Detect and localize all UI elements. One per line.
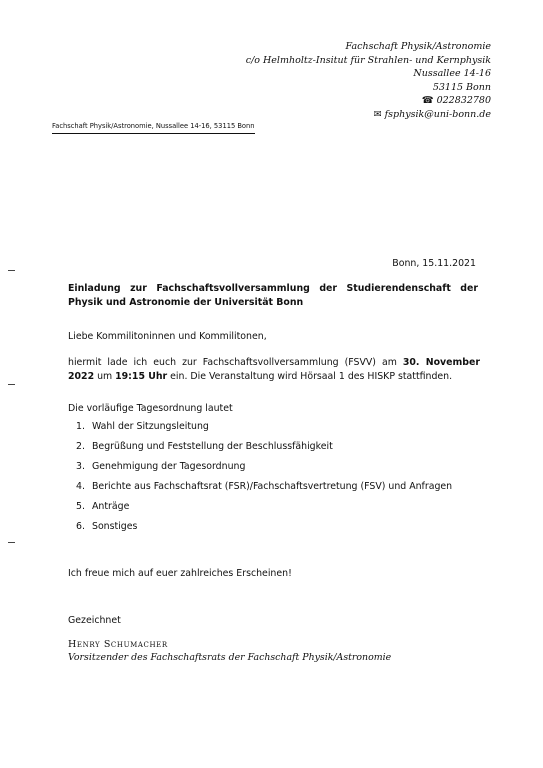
- agenda-item-text: Berichte aus Fachschaftsrat (FSR)/Fachschaftsvertretung (FSV) und Anfragen: [92, 481, 453, 492]
- agenda-item-number: 1.: [76, 421, 85, 432]
- agenda-item-number: 3.: [76, 461, 85, 472]
- closing-sentence: Ich freue mich auf euer zahlreiches Erscheinen!: [68, 568, 292, 579]
- agenda-item-text: Genehmigung der Tagesordnung: [92, 461, 246, 472]
- sender-email-line: [171, 108, 491, 122]
- fold-mark-bottom: [8, 542, 15, 543]
- signer-name: Henry Schumacher: [68, 639, 168, 650]
- letter-date: Bonn, 15.11.2021: [392, 258, 476, 269]
- agenda-item-text: Begrüßung und Feststellung der Beschlussfähigkeit: [92, 441, 333, 452]
- agenda-item-number: 6.: [76, 521, 85, 532]
- salutation: Liebe Kommilitoninnen und Kommilitonen,: [68, 331, 267, 342]
- invitation-text-middle: um: [94, 371, 116, 382]
- agenda-item-number: 5.: [76, 501, 85, 512]
- sender-address-block: [171, 40, 491, 122]
- sender-email[interactable]: fsphysik@uni-bonn.de: [384, 108, 491, 120]
- letter-subject: Einladung zur Fachschaftsvollversammlung der Studierendenschaft der Physik und Astronomie der Universität Bonn: [68, 283, 478, 308]
- sender-care-of: c/o Helmholtz-Insitut für Strahlen- und Kernphysik: [245, 54, 491, 66]
- sender-phone: 022832780: [436, 95, 491, 107]
- agenda-intro: Die vorläufige Tagesordnung lautet: [68, 403, 233, 414]
- agenda-item-number: 4.: [76, 481, 85, 492]
- invitation-paragraph: [68, 356, 480, 384]
- agenda-item-text: Anträge: [92, 501, 130, 512]
- meeting-date: 30. November 2022: [68, 357, 480, 382]
- meeting-time: 19:15 Uhr: [115, 371, 168, 382]
- envelope-icon: ✉: [373, 108, 382, 120]
- return-address: Fachschaft Physik/Astronomie, Nussallee 14-16, 53115 Bonn: [52, 122, 255, 134]
- punch-mark: [8, 384, 15, 385]
- phone-icon: ☎: [421, 95, 434, 107]
- fold-mark-top: [8, 270, 15, 271]
- sender-phone-line: [171, 94, 491, 108]
- invitation-text-after: ein. Die Veranstaltung wird Hörsaal 1 des HISKP stattfinden.: [167, 371, 453, 382]
- invitation-text-before: hiermit lade ich euch zur Fachschaftsvollversammlung (FSVV) am: [68, 357, 403, 368]
- sender-street: Nussallee 14-16: [413, 68, 491, 80]
- signer-role: Vorsitzender des Fachschaftsrats der Fachschaft Physik/Astronomie: [68, 652, 392, 663]
- sender-org: Fachschaft Physik/Astronomie: [345, 41, 491, 52]
- agenda-item-text: Wahl der Sitzungsleitung: [92, 421, 209, 432]
- agenda-item-text: Sonstiges: [92, 521, 138, 532]
- agenda-item-number: 2.: [76, 441, 85, 452]
- sender-city: 53115 Bonn: [432, 81, 491, 93]
- signed-label: Gezeichnet: [68, 615, 121, 626]
